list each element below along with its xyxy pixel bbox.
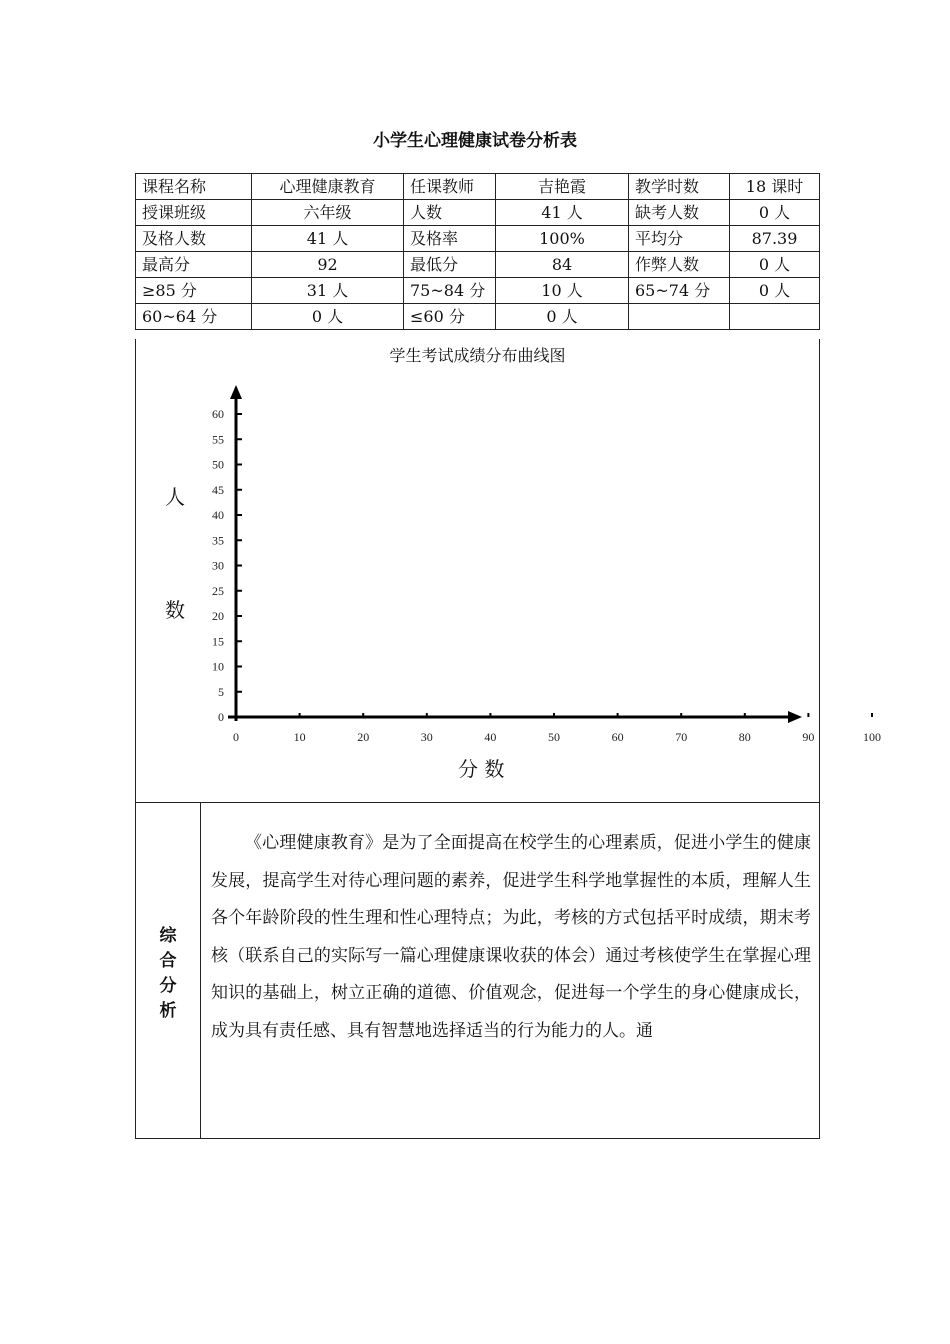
info-row [136,200,820,226]
info-value-cell: 87.39 [730,226,820,252]
x-tick-label: 100 [863,730,881,744]
info-row [136,252,820,278]
y-tick-label: 40 [212,508,224,522]
info-label-cell: 及格人数 [136,226,252,252]
info-value-cell: 41 人 [496,200,629,226]
y-tick-label: 15 [212,634,224,649]
info-value-cell: 10 人 [496,278,629,304]
score-distribution-chart [135,339,881,803]
info-value-cell: 31 人 [252,278,404,304]
info-label-cell: ≥85 分 [136,278,252,304]
info-value-cell: 18 课时 [730,174,820,200]
info-label-cell [629,304,730,330]
info-label-cell: 75~84 分 [404,278,496,304]
analysis-label-char: 分 [159,976,177,996]
info-label-cell: 人数 [404,200,496,226]
x-tick-label: 0 [233,730,239,744]
info-label-cell: ≤60 分 [404,304,496,330]
info-value-cell: 100% [496,226,629,252]
x-tick-label: 30 [420,730,433,744]
x-tick-label: 10 [293,730,306,744]
y-tick-label: 30 [212,558,224,573]
chart-plot [136,339,881,802]
info-label-cell: 及格率 [404,226,496,252]
info-row [136,226,820,252]
y-tick-label: 0 [218,710,224,724]
page-title: 小学生心理健康试卷分析表 [373,131,577,151]
info-value-cell: 92 [252,252,404,278]
info-label-cell: 最低分 [404,252,496,278]
info-label-cell: 65~74 分 [629,278,730,304]
y-tick-label: 60 [212,407,224,421]
info-row [136,278,820,304]
info-value-cell: 41 人 [252,226,404,252]
info-value-cell: 0 人 [730,278,820,304]
x-tick-label: 50 [548,730,560,744]
analysis-label-char: 合 [159,951,177,971]
y-tick-label: 45 [212,482,224,497]
x-tick-label: 80 [738,730,751,744]
y-tick-label: 10 [212,659,224,674]
info-value-cell: 吉艳霞 [496,174,629,200]
info-value-cell: 0 人 [496,304,629,330]
info-value-cell: 84 [496,252,629,278]
info-label-cell: 60~64 分 [136,304,252,330]
x-tick-label: 70 [675,730,688,744]
course-info-table [135,173,820,330]
info-label-cell: 任课教师 [404,174,496,200]
analysis-label [136,803,201,1138]
analysis-text: 《心理健康教育》是为了全面提高在校学生的心理素质，促进小学生的健康发展，提高学生对待心理问题的素养，促进学生科学地掌握性的本质，理解人生各个年龄阶段的性生理和性心理特点；为此，考核的方式包括平时成绩，期末考核（联系自己的实际写一篇心理健康课收获的体会）通过考核使学生在掌握心理知识的基础上，树立正确的道德、价值观念，促进每一个学生的身心健康成长，成为具有责任感、具有智慧地选择适当的行为能力的人。通 [211,833,811,1041]
analysis-label-char: 综 [159,926,177,946]
y-tick-label: 5 [218,684,224,699]
x-tick-label: 90 [802,730,815,744]
info-value-cell: 0 人 [252,304,404,330]
y-axis-label-char: 人 [165,485,185,509]
chart-title: 学生考试成绩分布曲线图 [389,346,566,365]
info-label-cell: 课程名称 [136,174,252,200]
info-label-cell: 授课班级 [136,200,252,226]
info-row [136,174,820,200]
info-label-cell: 缺考人数 [629,200,730,226]
x-axis-arrow [788,711,802,723]
y-axis-label-char: 数 [165,598,185,622]
info-label-cell: 最高分 [136,252,252,278]
y-tick-label: 55 [212,432,224,447]
x-tick-label: 60 [611,730,624,744]
y-tick-label: 25 [212,583,224,598]
x-tick-label: 40 [484,730,497,744]
info-row [136,304,820,330]
y-axis-arrow [230,385,242,399]
analysis-section [135,802,820,1139]
info-value-cell [730,304,820,330]
y-tick-label: 20 [212,609,224,623]
info-value-cell: 0 人 [730,252,820,278]
x-axis-label: 分 数 [458,757,505,781]
info-label-cell: 教学时数 [629,174,730,200]
x-tick-label: 20 [357,730,370,744]
analysis-label-char: 析 [159,1001,177,1021]
y-tick-label: 35 [212,533,224,548]
info-label-cell: 作弊人数 [629,252,730,278]
y-tick-label: 50 [212,457,224,472]
info-value-cell: 六年级 [252,200,404,226]
info-label-cell: 平均分 [629,226,730,252]
info-value-cell: 0 人 [730,200,820,226]
info-value-cell: 心理健康教育 [252,174,404,200]
